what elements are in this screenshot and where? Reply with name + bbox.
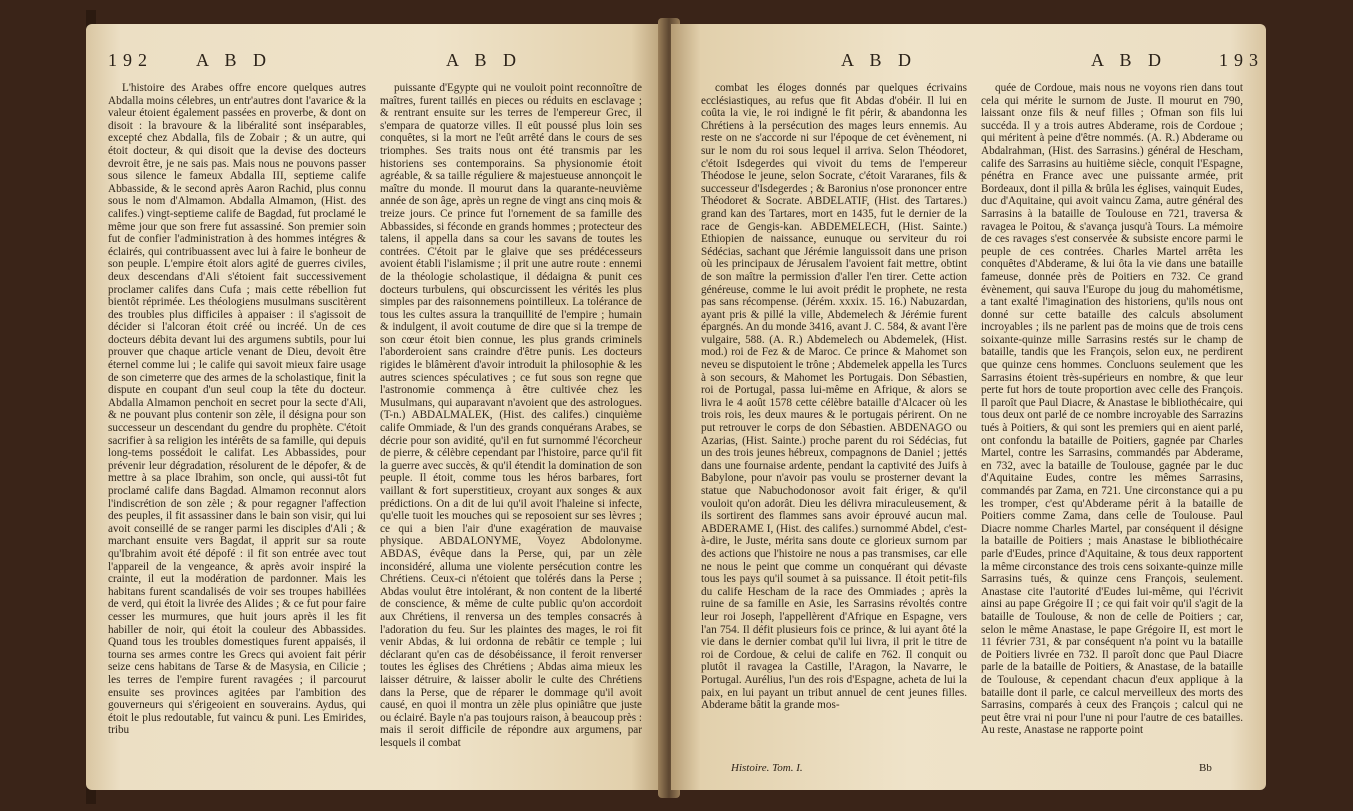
signature-mark: Bb	[1199, 762, 1212, 774]
right-running-head	[671, 50, 1266, 72]
left-column-2: puissante d'Egypte qui ne vouloit point reconnoître de maîtres, furent taillés en pieces ou réduits en esclavage ; & rentrant ensuite sur les terres de l'empereur Grec, il s'empara de quatorze villes. Il eût poussé plus loin ses conquêtes, si la mort ne l'eût arrêté dans le cours de ses triomphes. Ses traits nous ont été transmis par les historiens ses contemporains. Sa physionomie étoit agréable, & sa taille réguliere & majestueuse annonçoit le maître du monde. Il mourut dans la quarante-neuvième année de son âge, après un regne de vingt ans cinq mois & treize jours. Ce prince fut l'ornement de sa famille des Abbassides, si féconde en grands hommes ; protecteur des talens, il appella dans sa cour les savans de toutes les contrées. C'étoit par le glaive que ses prédécesseurs avoient établi l'islamisme ; il prit une autre route : ennemi de la théologie scholastique, il dédaigna & punit ces docteurs turbulens, qui obscurcissent les vérités les plus simples par des raisonnemens pointilleux. La tolérance de tous les cultes assura la tranquillité de l'empire ; humain & indulgent, il avoit coutume de dire que si la trempe de son cœur étoit bien connue, les plus grands criminels l'aborderoient sans craindre d'être punis. Les docteurs rigides le blâmèrent d'avoir introduit la philosophie & les autres sciences spéculatives ; ce fut sous son regne que l'astronomie commença à être cultivée chez les Musulmans, qui auparavant n'avoient que des astrologues. (T-n.) ABDALMALEK, (Hist. des califes.) cinquième calife Ommiade, & l'un des grands conquérans Arabes, se décrie pour son avidité, qu'il en fut surnommé l'écorcheur de pierre, & célèbre cependant par l'histoire, parce qu'il fit la guerre avec succès, & qu'il étendit la domination de son peuple. Il étoit, comme tous les héros barbares, fort vaillant & fort superstitieux, croyant aux songes & aux prédictions. On a dit de lui qu'il avoit l'haleine si infecte, qu'elle tuoit les mouches qui se reposoient sur ses lèvres ; ce qui a bien l'air d'une exagération de mauvaise physique. ABDALONYME, Voyez Abdolonyme. ABDAS, évêque dans la Perse, qui, par un zèle inconsidéré, alluma une violente persécution contre les Chrétiens. Ceux-ci n'étoient que tolérés dans la Perse ; Abdas voulut être intolérant, & non content de la liberté de conscience, & même de culte public qu'on accordoit aux Chrétiens, il renversa un des temples consacrés à l'adoration du feu. Sur les plaintes des mages, le roi fit venir Abdas, & lui ordonna de rebâtir ce temple ; lui déclarant qu'en cas de désobéissance, il feroit renverser toutes les églises des Chrétiens ; Abdas aima mieux les laisser détruire, & laisser abolir le culte des Chrétiens dans la Perse, que de réparer le dommage qu'il avoit causé, en quoi il montra un zèle plus opiniâtre que juste ou éclairé. Bayle n'a pas toujours raison, à beaucoup près : mais il seroit difficile de répondre aux argumens, par lesquels il combat	[380, 82, 642, 749]
right-column-1: combat les éloges donnés par quelques écrivains ecclésiastiques, au refus que fit Abdas d'obéir. Il lui en coûta la vie, le roi indigné le fit périr, & abandonna les Chrétiens à la persécution des mages leurs ennemis. Au reste on ne s'accorde ni sur l'époque de cet évènement, ni sur le nom du roi sous lequel il arriva. Selon Théodoret, c'étoit Isdegerdes qui vivoit du tems de l'empereur Théodose le jeune, selon Socrate, c'étoit Vararanes, fils & successeur d'Isdegerdes ; & Baronius n'ose prononcer entre Théodoret & Socrate. ABDELATIF, (Hist. des Tartares.) grand kan des Tartares, mort en 1435, fut le dernier de la race de Gengis-kan. ABDEMELECH, (Hist. Sainte.) Ethiopien de naissance, eunuque ou serviteur du roi Sédécias, sachant que Jérémie languissoit dans une prison où les principaux de Jérusalem l'avoient fait mettre, obtint de son maître la permission d'aller l'en tirer. Cette action généreuse, comme le lui avoit prédit le prophete, ne resta pas sans récompense. (Jérém. xxxix. 15. 16.) Nabuzardan, ayant pris & pillé la ville, Abdemelech & Jérémie furent épargnés. An du monde 3416, avant J. C. 584, & avant l'ère vulgaire, 588. (A. R.) Abdemelech ou Abdemelek, (Hist. mod.) roi de Fez & de Maroc. Ce prince & Mahomet son neveu se disputoient le trône ; Abdemelek appella les Turcs à son secours, & Mahomet les Portugais. Don Sébastien, roi de Portugal, passa lui-même en Afrique, & alors se livra le 4 août 1578 cette célèbre bataille d'Alcacer où les trois rois, les deux maures & le portugais périrent. On ne put retrouver le corps de don Sébastien. ABDENAGO ou Azarias, (Hist. Sainte.) proche parent du roi Sédécias, fut un des trois jeunes hébreux, compagnons de Daniel ; jettés dans une fournaise ardente, pendant la captivité des Juifs à Babylone, pour n'avoir pas voulu se prosterner devant la statue que Nabuchodonosor avoit fait ériger, & qu'il vouloit qu'on adorât. Dieu les délivra miraculeusement, & ils sortirent des flammes sans avoir éprouvé aucun mal. ABDERAME I, (Hist. des califes.) surnommé Abdel, c'est-à-dire, le Juste, mérita sans doute ce glorieux surnom par des actions que l'histoire ne nous a pas transmises, car elle ne nous le peint que comme un conquérant qui dévaste tous les pays qu'il soumet à sa puissance. Il étoit petit-fils du calife Hescham de la race des Ommiades ; après la ruine de sa famille en Asie, les Sarrasins révoltés contre leur roi Joseph, l'appellèrent d'Afrique en Espagne, vers l'an 754. Il défit plusieurs fois ce prince, & lui ayant ôté la vie dans le dernier combat qu'il lui livra, il prit le titre de roi de Cordoue, & celui de calife en 762. Il conquit ou plutôt il ravagea la Castille, l'Aragon, la Navarre, le Portugal. Aurélius, l'un des rois d'Espagne, acheta de lui la paix, en lui payant un tribut annuel de cent jeunes filles. Abderame bâtit la grande mos-	[701, 82, 967, 712]
left-page-number: 192	[108, 50, 153, 70]
left-head-word-1: A B D	[196, 50, 273, 70]
right-head-word-2: A B D	[1091, 50, 1168, 70]
left-running-head	[86, 50, 666, 72]
right-page	[671, 24, 1266, 790]
right-page-number: 193	[1219, 50, 1264, 70]
left-column-1: L'histoire des Arabes offre encore quelques autres Abdalla moins célebres, un entr'autres dont l'avarice & la valeur étoient également passées en proverbe, & dont on disoit : la bravoure & la libéralité sont inséparables, excepté chez Abdalla, fils de Zobair ; & un autre, qui étoit docteur, & qui disoit que la devise des docteurs devroit être, je ne sais pas. Mais nous ne pouvons passer sous silence le fameux Abdalla III, septieme calife Abbasside, & le second après Aaron Rachid, plus connu sous le nom d'Almamon. Abdalla Almamon, (Hist. des califes.) vingt-septieme calife de Bagdad, fut proclamé le même jour que son frere fut assassiné. Son premier soin fut de confier l'administration à des hommes intégres & éclairés, qui contribuassent avec lui à faire le bonheur de son peuple. L'empire étoit alors agité de guerres civiles, deux descendans d'Ali s'étoient fait successivement proclamer califes dans Cufa ; mais cette rébellion fut bientôt réprimée. Les théologiens musulmans suscitèrent des troubles plus difficiles à appaiser : il s'agissoit de décider si l'alcoran étoit créé ou incréé. Un de ces docteurs débita devant lui des argumens subtils, pour lui prouver que chaque article venant de Dieu, devoit être éternel comme lui ; le calife qui savoit mieux faire usage de son cimeterre que des armes de la scholastique, finit la dispute en coupant d'un seul coup la tête du docteur. Abdalla Almamon penchoit en secret pour la secte d'Ali, & ne pouvant plus contenir son zèle, il désigna pour son successeur un descendant du gendre du prophète. C'étoit sacrifier à sa religion les intérêts de sa famille, qui depuis long-tems possédoit le califat. Les Abbassides, pour prévenir leur dégradation, résolurent de le dépofer, & de mettre à sa place Ibrahim, son oncle, qui aussi-tôt fut proclamé calife dans Bagdad. Almamon reconnut alors l'indiscrétion de son zèle ; & pour regagner l'affection des peuples, il fit assassiner dans le bain son visir, qui lui avoit conseillé de se ranger parmi les disciples d'Ali ; & marchant ensuite vers Bagdat, il apprit sur sa route qu'Ibrahim avoit été dépofé : il fit son entrée avec tout l'appareil de la vengeance, & après avoir inspiré la crainte, il eut la modération de pardonner. Mais les habitans furent scandalisés de voir ses troupes habillées de verd, qui étoit la livrée des Alides ; & ce fut pour faire cesser les murmures, que huit jours après il les fit habiller de noir, qui étoit la couleur des Abbassides. Quand tous les troubles domestiques furent appaisés, il tourna ses armes contre les Grecs qui avoient fait périr seize cens habitans de Tarse & de Masysia, en Cilicie ; les terres de l'empire furent ravagées ; il parcourut ensuite ses provinces agitées par l'ambition des gouverneurs qui s'érigeoient en souverains. Aydus, qui étoit le plus redoutable, fut vaincu & puni. Les Emirides, tribu	[108, 82, 366, 737]
page-footer: Histoire. Tom. I.	[731, 762, 803, 774]
right-column-2: quée de Cordoue, mais nous ne voyons rien dans tout cela qui mérite le surnom de Juste. Il mourut en 790, laissant onze fils & neuf filles ; Ofman son fils lui succéda. Il y a trois autres Abderame, rois de Cordoue ; qui méritent à peine d'être nommés. (A. R.) Abderame ou Abdalrahman, (Hist. des Sarrasins.) général de Hescham, calife des Sarrasins au huitième siècle, conquit l'Espagne, pénétra en France avec une puissante armée, prit Bordeaux, dont il pilla & brûla les églises, vainquit Eudes, duc d'Aquitaine, qui avoit vaincu Zama, autre général des Sarrasins à la bataille de Toulouse en 721, traversa & ravagea le Poitou, & s'avança jusqu'à Tours. La mémoire de ces ravages s'est conservée & subsiste encore parmi le peuple de ces contrées. Charles Martel arrêta les conquêtes d'Abderame, & lui ôta la vie dans une bataille fameuse, donnée près de Poitiers en 732. Ce grand évènement, qui sauva l'Europe du joug du mahométisme, a tant exalté l'imagination des historiens, qu'ils nous ont donné sur cette bataille des calculs absolument incroyables ; ils ne parlent pas de moins que de trois cens soixante-quinze mille Sarrasins restés sur le champ de bataille, tandis que les François, selon eux, ne perdirent que quinze cens hommes. Concluons seulement que les Sarrasins étoient très-supérieurs en nombre, & que leur perte fut hors de toute proportion avec celle des François. Il paroît que Paul Diacre, & Anastase le bibliothécaire, qui tous deux ont parlé de ce nombre incroyable des Sarrazins tués à Poitiers, & qui sont les premiers qui en aient parlé, ont confondu la bataille de Poitiers, gagnée par Charles Martel, contre les Sarrasins, commandés par Abderame, en 732, avec la bataille de Toulouse, gagnée par le duc d'Aquitaine Eudes, contre les mêmes Sarrasins, commandés par Zama, en 721. Une circonstance qui a pu les tromper, c'est qu'Abderame périt à la bataille de Poitiers comme Zama, dans celle de Toulouse. Paul Diacre nomme Charles Martel, par conséquent il désigne la bataille de Poitiers ; mais Anastase le bibliothécaire parle d'Eudes, prince d'Aquitaine, & tous deux rapportent la même circonstance des trois cens soixante-quinze mille Sarrasins tués, & quinze cens François, seulement. Anastase cite l'autorité d'Eudes lui-même, qui l'écrivit ainsi au pape Grégoire II ; ce qui fait voir qu'il s'agit de la bataille de Toulouse, & non de celle de Poitiers ; car, selon le même Anastase, le pape Grégoire II, est mort le 11 février 731, & par conséquent n'a point vu la bataille de Poitiers livrée en 732. Il paroît donc que Paul Diacre parle de la bataille de Poitiers, & Anastase, de la bataille de Toulouse, & cependant chacun d'eux applique à la bataille dont il parle, ce calcul merveilleux des morts des Sarrasins, comparés à ceux des François ; calcul qui ne peut être vrai ni pour l'une ni pour l'autre de ces batailles. Au reste, Anastase ne rapporte point	[981, 82, 1243, 737]
right-head-word-1: A B D	[841, 50, 918, 70]
left-head-word-2: A B D	[446, 50, 523, 70]
open-book	[86, 10, 1266, 804]
left-page	[86, 24, 666, 790]
